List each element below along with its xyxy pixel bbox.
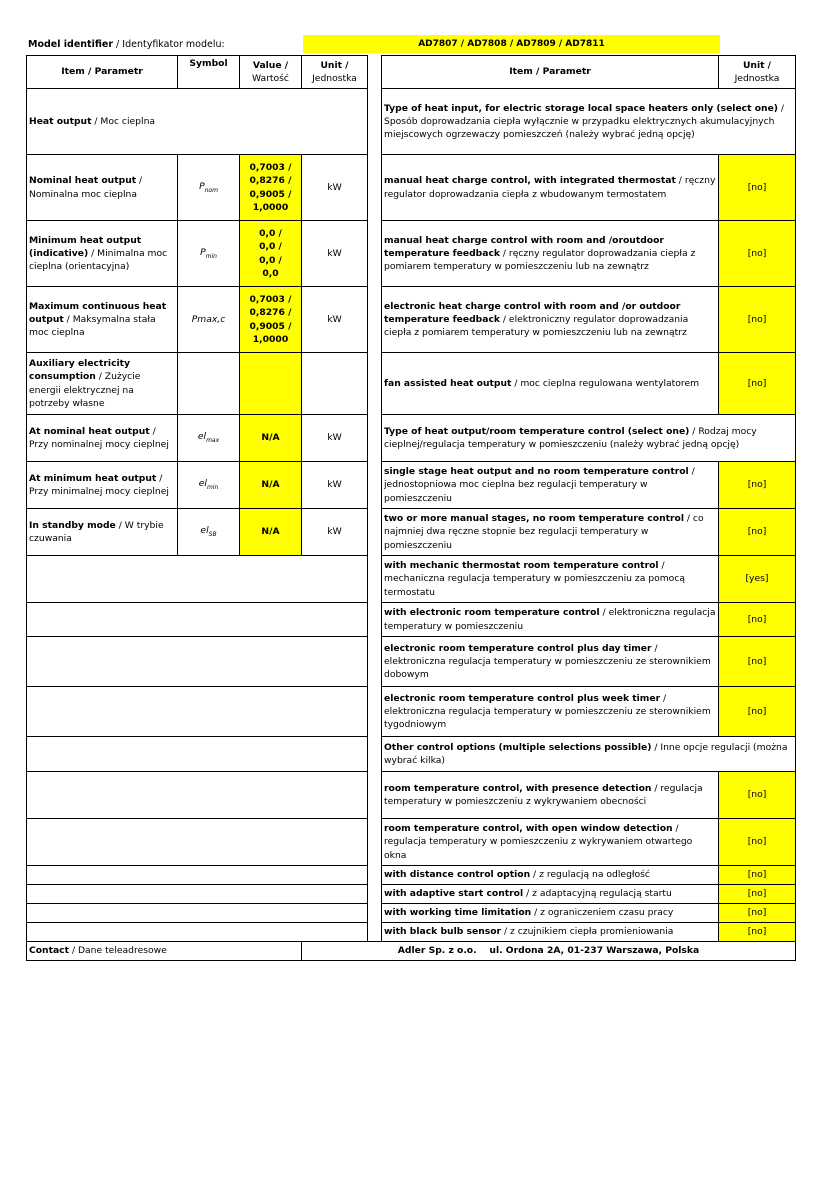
table-row [27, 221, 796, 287]
value-cell [240, 287, 302, 353]
value-cell: N/A [240, 462, 302, 509]
column-gap [368, 56, 382, 89]
empty-left-cell [27, 737, 368, 772]
right-item-rest: / elektroniczna regulacja temperatury w pomieszczeniu ze sterownikiem tygodniowym [384, 692, 711, 731]
empty-left-cell [27, 687, 368, 737]
left-item-bold: Nominal heat output [29, 175, 137, 187]
header-unit-line1: Unit / [320, 59, 349, 71]
right-item-bold: with working time limitation [384, 907, 532, 919]
right-item-rest: / elektroniczny regulator doprowadzania ciepła z pomiarem temperatury w pomieszczeniu lub na zewnątrz [384, 313, 689, 339]
table-row [27, 155, 796, 221]
right-item-bold: single stage heat output and no room temperature control [384, 466, 689, 478]
right-item-rest: / mechaniczna regulacja temperatury w pomieszczeniu za pomocą termostatu [384, 560, 685, 598]
parameters-table [26, 55, 796, 961]
table-row [27, 556, 796, 603]
unit-cell: kW [302, 221, 368, 287]
header-unit [302, 56, 368, 89]
symbol-cell [178, 155, 240, 221]
selection-value: [no] [719, 687, 796, 737]
left-item-bold: At minimum heat output [29, 472, 157, 484]
right-item-cell [382, 603, 719, 637]
column-gap [368, 603, 382, 637]
symbol-text: Pmax,c [191, 313, 226, 325]
value-cell: N/A [240, 509, 302, 556]
right-item-cell [382, 687, 719, 737]
right-item-bold: Type of heat output/room temperature control (select one) [384, 425, 690, 437]
selection-value: [no] [719, 885, 796, 904]
header-unit-line2: Jednostka [312, 73, 357, 84]
selection-value: [no] [719, 819, 796, 866]
right-item-rest: / regulacja temperatury w pomieszczeniu z wykrywaniem obecności [384, 782, 703, 807]
unit-cell [302, 353, 368, 415]
right-item-rest: / Inne opcje regulacji (można wybrać kilka) [384, 741, 788, 766]
left-item-rest: / W trybie czuwania [29, 519, 164, 544]
left-item-cell [27, 221, 178, 287]
empty-left-cell [27, 885, 368, 904]
right-item-bold: Other control options (multiple selections possible) [384, 741, 652, 753]
right-item-bold: with adaptive start control [384, 888, 524, 900]
empty-left-cell [27, 556, 368, 603]
right-item-rest: / Rodzaj mocy cieplnej/regulacja temperatury w pomieszczeniu (należy wybrać jedną opcję) [384, 425, 757, 450]
symbol-subscript: min [205, 252, 217, 260]
right-item-rest: / elektroniczna regulacja temperatury w pomieszczeniu ze sterownikiem dobowym [384, 642, 711, 681]
right-item-rest: / ręczny regulator doprowadzania ciepła z wbudowanym termostatem [384, 175, 716, 200]
symbol-text: el [200, 525, 209, 537]
left-item-bold: Auxiliary electricity consumption [29, 358, 131, 383]
symbol-subscript: min [206, 484, 219, 492]
column-gap [368, 637, 382, 687]
column-gap [368, 819, 382, 866]
right-item-rest: / ręczny regulator doprowadzania ciepła z pomiarem temperatury w pomieszczeniu lub na zewnątrz [384, 247, 696, 273]
column-gap [368, 353, 382, 415]
unit-cell: kW [302, 509, 368, 556]
right-item-bold: with mechanic thermostat room temperature control [384, 560, 659, 572]
contact-label-rest: / Dane teleadresowe [69, 945, 167, 957]
table-row [27, 772, 796, 819]
header-value [240, 56, 302, 89]
contact-row [27, 942, 796, 961]
value-line: 0,8276 / [249, 175, 292, 187]
value-line: 1,0000 [252, 201, 289, 213]
selection-value: [no] [719, 462, 796, 509]
column-gap [368, 923, 382, 942]
table-row [27, 637, 796, 687]
right-item-rest: / Sposób doprowadzania ciepła wyłącznie w przypadku elektrycznych akumulacyjnych miejscowych ogrzewaczy pomieszczeń (należy wybrać jedną opcję) [384, 102, 785, 141]
empty-left-cell [27, 923, 368, 942]
right-item-cell [382, 155, 719, 221]
table-row [27, 509, 796, 556]
right-item-cell [382, 866, 719, 885]
column-gap [368, 866, 382, 885]
right-item-rest: / regulacja temperatury w pomieszczeniu z wykrywaniem otwartego okna [384, 823, 693, 861]
right-item-cell [382, 772, 719, 819]
table-row [27, 737, 796, 772]
right-item-bold: with electronic room temperature control [384, 607, 600, 619]
right-item-cell [382, 737, 796, 772]
left-item-bold: At nominal heat output [29, 425, 150, 437]
symbol-text: P [199, 180, 205, 192]
right-item-bold: fan assisted heat output [384, 377, 512, 389]
right-item-rest: / z adaptacyjną regulacją startu [523, 888, 672, 900]
header-unit-right-line2: Jednostka [734, 73, 780, 84]
value-cell [240, 353, 302, 415]
value-line: 0,9005 / [249, 320, 292, 332]
column-gap [368, 221, 382, 287]
right-item-bold: manual heat charge control, with integrated thermostat [384, 175, 676, 187]
selection-value: [no] [719, 637, 796, 687]
left-item-cell [27, 353, 178, 415]
table-row [27, 89, 796, 155]
model-identifier-label-rest: / Identyfikator modelu: [113, 39, 225, 50]
table-row [27, 415, 796, 462]
symbol-subscript: SB [208, 531, 217, 539]
right-item-bold: room temperature control, with open window detection [384, 823, 673, 835]
table-row [27, 885, 796, 904]
right-item-cell [382, 819, 719, 866]
table-row [27, 287, 796, 353]
left-item-cell [27, 89, 368, 155]
value-line: 0,0 / [259, 241, 282, 253]
contact-label [27, 942, 302, 961]
right-item-rest: / z regulacją na odległość [530, 869, 650, 881]
model-identifier-label [28, 39, 225, 50]
contact-value: Adler Sp. z o.o. ul. Ordona 2A, 01-237 Warszawa, Polska [302, 942, 796, 961]
right-item-rest: / z ograniczeniem czasu pracy [531, 907, 674, 919]
symbol-cell [178, 221, 240, 287]
left-item-rest: / Moc cieplna [91, 115, 156, 127]
right-item-cell [382, 287, 719, 353]
left-item-cell [27, 415, 178, 462]
value-cell [240, 221, 302, 287]
symbol-text: el [197, 431, 207, 443]
table-row [27, 462, 796, 509]
right-item-bold: manual heat charge control with room and /oroutdoor temperature feedback [384, 234, 664, 259]
selection-value: [no] [719, 155, 796, 221]
empty-left-cell [27, 772, 368, 819]
symbol-cell [178, 462, 240, 509]
symbol-cell [178, 415, 240, 462]
selection-value: [no] [719, 923, 796, 942]
contact-label-bold: Contact [29, 945, 70, 957]
unit-cell: kW [302, 462, 368, 509]
symbol-subscript: max [206, 437, 220, 445]
right-item-bold: electronic room temperature control plus day timer [384, 642, 652, 654]
right-item-bold: two or more manual stages, no room temperature control [384, 513, 684, 525]
unit-cell: kW [302, 415, 368, 462]
right-item-cell [382, 556, 719, 603]
symbol-cell [178, 509, 240, 556]
header-unit-right [719, 56, 796, 89]
left-item-bold: Maximum continuous heat output [29, 300, 167, 325]
left-item-rest: / Przy nominalnej mocy cieplnej [29, 425, 169, 450]
right-item-cell [382, 885, 719, 904]
left-item-bold: Heat output [29, 115, 92, 127]
column-gap [368, 556, 382, 603]
symbol-cell [178, 353, 240, 415]
header-value-line1: Value / [252, 59, 289, 71]
value-line: 1,0000 [252, 333, 289, 345]
right-item-bold: room temperature control, with presence detection [384, 782, 652, 794]
column-gap [368, 89, 382, 155]
value-line: 0,7003 / [249, 162, 292, 174]
value-line: 0,0 / [259, 254, 282, 266]
column-gap [368, 772, 382, 819]
left-item-rest: / Zużycie energii elektrycznej na potrzeby własne [29, 371, 141, 409]
value-line: 0,0 [262, 267, 279, 279]
right-item-cell [382, 221, 719, 287]
value-cell: N/A [240, 415, 302, 462]
symbol-subscript: nom [204, 186, 218, 194]
model-identifier-label-bold: Model identifier [28, 39, 114, 50]
empty-left-cell [27, 819, 368, 866]
column-gap [368, 155, 382, 221]
symbol-text: el [198, 478, 207, 490]
value-cell [240, 155, 302, 221]
table-row [27, 353, 796, 415]
column-gap [368, 415, 382, 462]
right-item-rest: / co najmniej dwa ręczne stopnie bez regulacji temperatury w pomieszczeniu [384, 513, 704, 551]
empty-left-cell [27, 603, 368, 637]
selection-value: [no] [719, 772, 796, 819]
right-item-rest: / moc cieplna regulowana wentylatorem [511, 377, 700, 389]
column-gap [368, 885, 382, 904]
table-row [27, 866, 796, 885]
header-value-line2: Wartość [252, 73, 289, 84]
header-item-right: Item / Parametr [382, 56, 719, 89]
value-line: 0,7003 / [249, 294, 292, 306]
unit-cell: kW [302, 155, 368, 221]
column-gap [368, 904, 382, 923]
left-item-cell [27, 155, 178, 221]
table-row [27, 819, 796, 866]
right-item-rest: / elektroniczna regulacja temperatury w pomieszczeniu [384, 607, 716, 632]
right-item-bold: with black bulb sensor [384, 926, 502, 938]
empty-left-cell [27, 904, 368, 923]
right-item-cell [382, 904, 719, 923]
column-gap [368, 737, 382, 772]
table-row [27, 923, 796, 942]
header-row [27, 56, 796, 89]
left-item-bold: In standby mode [29, 519, 116, 531]
selection-value: [no] [719, 866, 796, 885]
symbol-text: P [200, 246, 206, 258]
left-item-rest: / Minimalna moc cieplna (orientacyjna) [29, 247, 168, 273]
right-item-bold: electronic heat charge control with room and /or outdoor temperature feedback [384, 300, 681, 325]
symbol-cell [178, 287, 240, 353]
right-item-bold: with distance control option [384, 869, 531, 881]
value-line: 0,8276 / [249, 307, 292, 319]
empty-left-cell [27, 866, 368, 885]
right-item-cell [382, 462, 719, 509]
column-gap [368, 462, 382, 509]
right-item-cell [382, 637, 719, 687]
left-item-cell [27, 509, 178, 556]
right-item-cell [382, 509, 719, 556]
right-item-cell [382, 923, 719, 942]
header-symbol: Symbol [178, 56, 240, 89]
selection-value: [no] [719, 287, 796, 353]
column-gap [368, 687, 382, 737]
right-item-bold: electronic room temperature control plus week timer [384, 692, 661, 704]
header-unit-right-line1: Unit / [742, 59, 772, 71]
table-row [27, 603, 796, 637]
selection-value: [no] [719, 603, 796, 637]
selection-value: [no] [719, 221, 796, 287]
right-item-bold: Type of heat input, for electric storage local space heaters only (select one) [384, 102, 779, 114]
column-gap [368, 509, 382, 556]
right-item-cell [382, 89, 796, 155]
left-item-cell [27, 287, 178, 353]
left-item-rest: / Przy minimalnej mocy cieplnej [29, 472, 169, 497]
unit-cell: kW [302, 287, 368, 353]
selection-value: [yes] [719, 556, 796, 603]
selection-value: [no] [719, 509, 796, 556]
left-item-rest: / Nominalna moc cieplna [29, 175, 143, 200]
table-row [27, 687, 796, 737]
left-item-rest: / Maksymalna stała moc cieplna [29, 313, 156, 339]
table-row [27, 904, 796, 923]
selection-value: [no] [719, 353, 796, 415]
right-item-cell [382, 353, 719, 415]
left-item-cell [27, 462, 178, 509]
model-identifier-value: AD7807 / AD7808 / AD7809 / AD7811 [303, 35, 720, 53]
value-line: 0,9005 / [249, 188, 292, 200]
empty-left-cell [27, 637, 368, 687]
value-line: 0,0 / [259, 228, 282, 240]
left-item-bold: Minimum heat output (indicative) [29, 234, 142, 259]
selection-value: [no] [719, 904, 796, 923]
right-item-cell [382, 415, 796, 462]
header-item: Item / Parametr [27, 56, 178, 89]
column-gap [368, 287, 382, 353]
right-item-rest: / z czujnikiem ciepła promieniowania [501, 926, 674, 938]
right-item-rest: / jednostopniowa moc cieplna bez regulacji temperatury w pomieszczeniu [384, 466, 695, 504]
